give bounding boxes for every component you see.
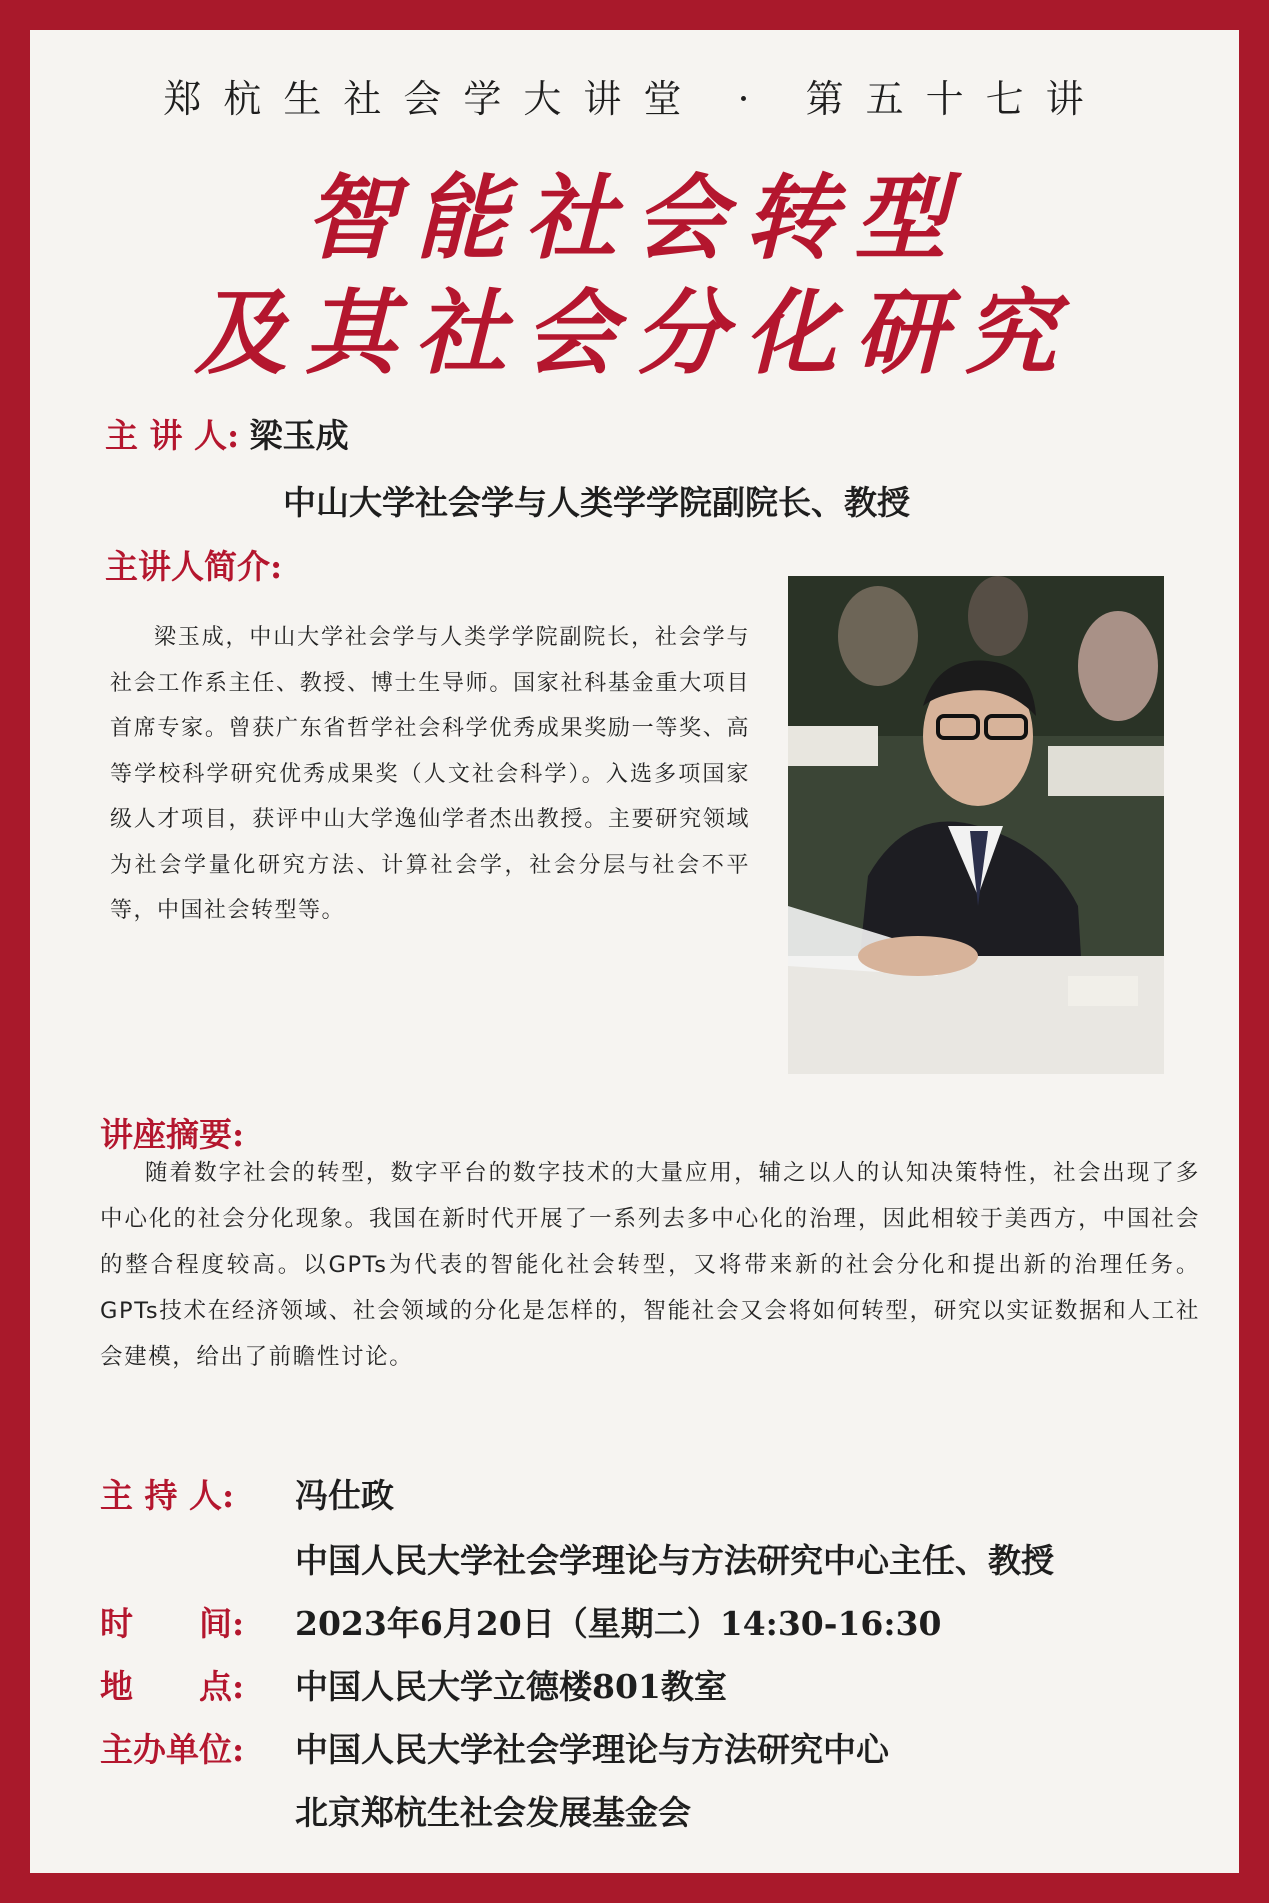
organizer-label: 主办单位:: [100, 1730, 245, 1769]
bio-heading: 主讲人简介:: [105, 547, 283, 586]
time-value: 2023年6月20日（星期二）14:30-16:30: [295, 1604, 942, 1643]
series-title: 郑杭生社会学大讲堂 · 第五十七讲: [163, 77, 1106, 121]
host-name: 冯仕政: [295, 1476, 394, 1515]
abstract-text: 随着数字社会的转型，数字平台的数字技术的大量应用，辅之以人的认知决策特性，社会出现了多中心化的社会分化现象。我国在新时代开展了一系列去多中心化的治理，因此相较于美西方，中国社会的整合程度较高。以GPTs为代表的智能化社会转型，又将带来新的社会分化和提出新的治理任务。GPTs技术在经济领域、社会领域的分化是怎样的，智能社会又会将如何转型，研究以实证数据和人工社会建模，给出了前瞻性讨论。: [100, 1160, 1200, 1370]
time-row: [100, 1598, 941, 1645]
organizer-2: 北京郑杭生社会发展基金会: [295, 1793, 691, 1832]
place-value: 中国人民大学立德楼801教室: [295, 1667, 727, 1706]
bio-text: 梁玉成，中山大学社会学与人类学学院副院长，社会学与社会工作系主任、教授、博士生导师。国家社科基金重大项目首席专家。曾获广东省哲学社会科学优秀成果奖励一等奖、高等学校科学研究优秀成果奖（人文社会科学）。入选多项国家级人才项目，获评中山大学逸仙学者杰出教授。主要研究领域为社会学量化研究方法、计算社会学，社会分层与社会不平等，中国社会转型等。: [110, 625, 750, 923]
main-title-line2: 及其社会分化研究: [194, 279, 1075, 387]
time-label: 时 间:: [100, 1604, 245, 1643]
lecturer-name: 梁玉成: [249, 416, 349, 455]
lecturer-affiliation: 中山大学社会学与人类学学院副院长、教授: [283, 483, 910, 522]
organizer-row: [100, 1724, 889, 1771]
host-affiliation: 中国人民大学社会学理论与方法研究中心主任、教授: [295, 1541, 1054, 1580]
lecturer-label: 主 讲 人:: [105, 416, 240, 455]
lecturer-photo-illustration: [788, 576, 1164, 1074]
host-label: 主 持 人:: [100, 1476, 235, 1515]
lecturer-photo: [788, 576, 1164, 1074]
abstract-heading: 讲座摘要:: [100, 1115, 245, 1154]
place-row: [100, 1661, 727, 1708]
lecturer-row: [105, 410, 349, 457]
place-label: 地 点:: [100, 1667, 245, 1706]
host-row: [100, 1470, 394, 1517]
main-title-line1: 智能社会转型: [304, 164, 965, 272]
organizer-1: 中国人民大学社会学理论与方法研究中心: [295, 1730, 889, 1769]
